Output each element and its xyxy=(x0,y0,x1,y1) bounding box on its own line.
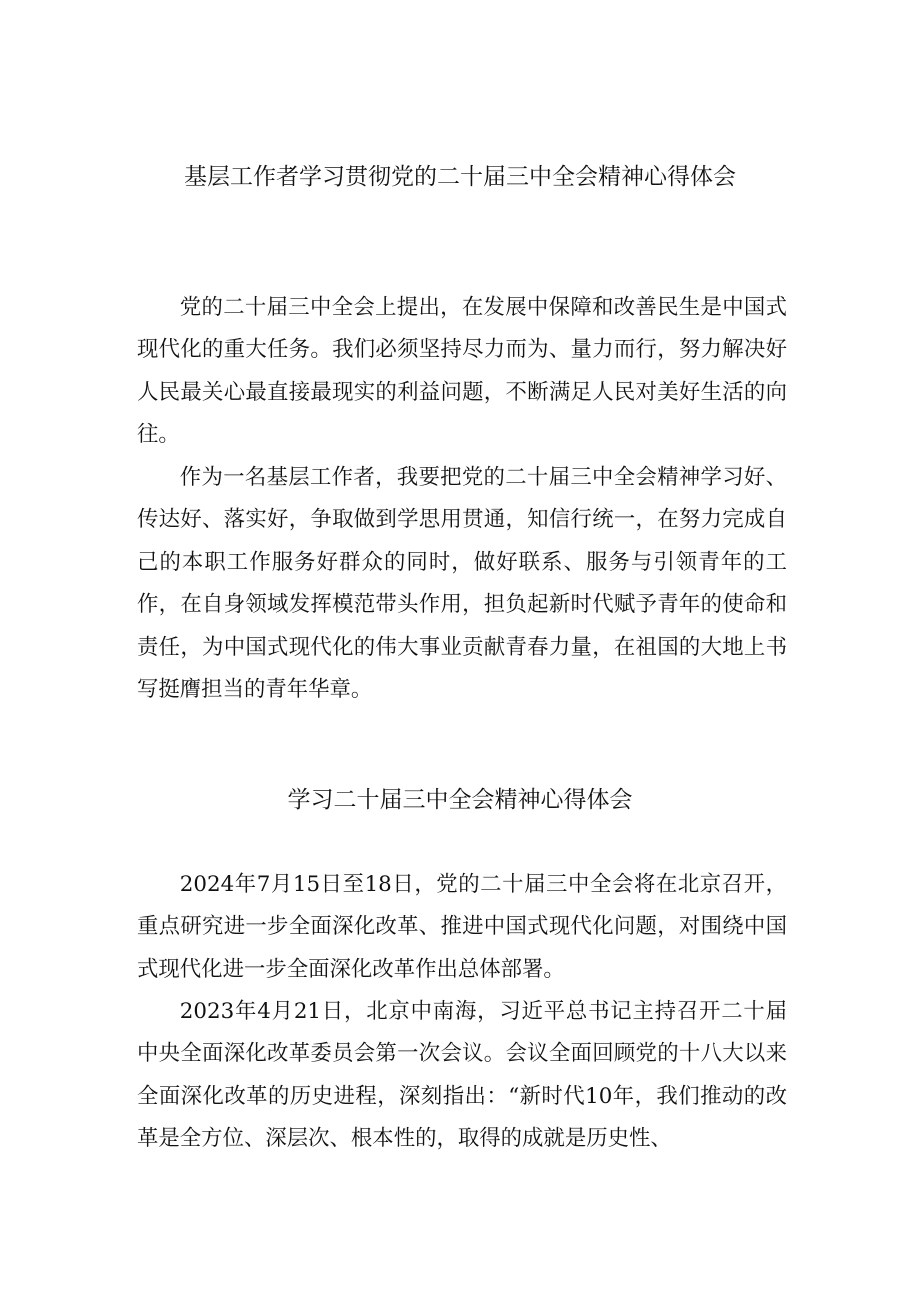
article-title-2: 学习二十届三中全会精神心得体会 xyxy=(287,787,633,813)
article2-paragraph-1: 2024年7月15日至18日，党的二十届三中全会将在北京召开，重点研究进一步全面深化改革、推进中国式现代化问题，对围绕中国式现代化进一步全面深化改革作出总体部署。 xyxy=(137,872,787,982)
article-title-1: 基层工作者学习贯彻党的二十届三中全会精神心得体会 xyxy=(184,164,736,190)
article2-paragraph-2: 2023年4月21日，北京中南海，习近平总书记主持召开二十届中央全面深化改革委员会第一次会议。会议全面回顾党的十八大以来全面深化改革的历史进程，深刻指出：“新时代10年，我们推动的改革是全方位、深层次、根本性的，取得的成就是历史性、 xyxy=(137,999,787,1152)
article1-paragraph-2: 作为一名基层工作者，我要把党的二十届三中全会精神学习好、传达好、落实好，争取做到学思用贯通，知信行统一，在努力完成自己的本职工作服务好群众的同时，做好联系、服务与引领青年的工作，在自身领域发挥模范带头作用，担负起新时代赋予青年的使命和责任，为中国式现代化的伟大事业贡献青春力量，在祖国的大地上书写挺膺担当的青年华章。 xyxy=(137,465,787,703)
article1-paragraph-1: 党的二十届三中全会上提出，在发展中保障和改善民生是中国式现代化的重大任务。我们必须坚持尽力而为、量力而行，努力解决好人民最关心最直接最现实的利益问题，不断满足人民对美好生活的向往。 xyxy=(137,295,787,448)
